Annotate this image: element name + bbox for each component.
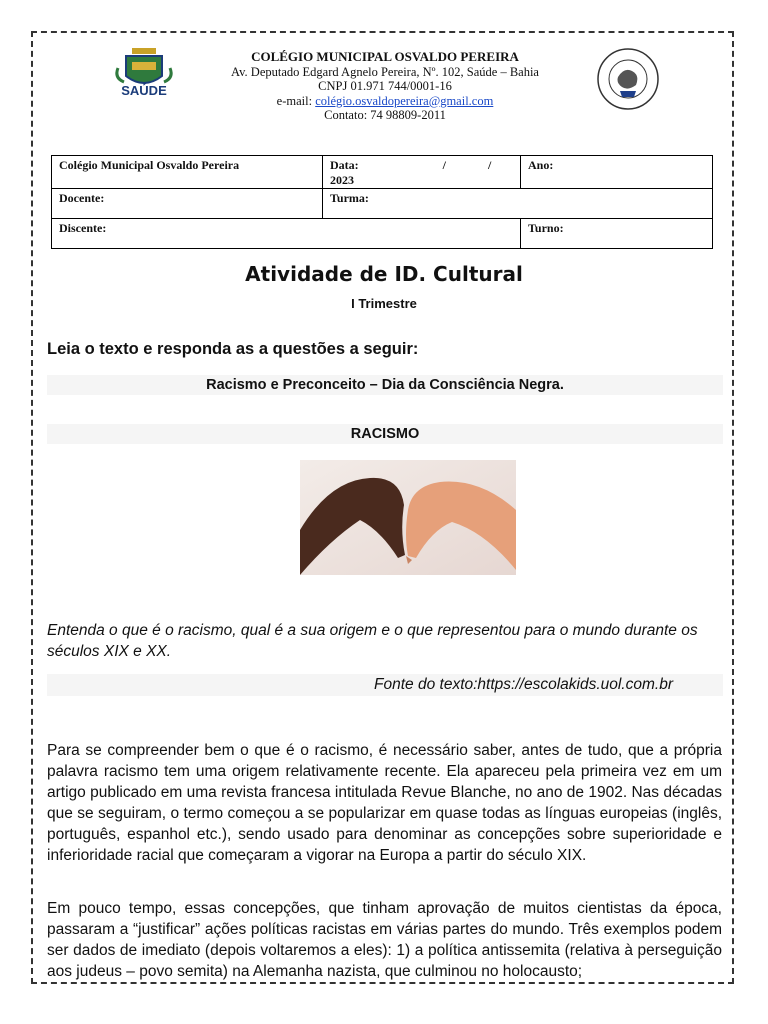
email-link[interactable]: colégio.osvaldopereira@gmail.com — [315, 93, 494, 108]
svg-text:SAÚDE: SAÚDE — [121, 83, 167, 98]
cell-class[interactable]: Turma: — [323, 189, 713, 219]
email-label: e-mail: — [276, 93, 313, 108]
paragraph-2: Em pouco tempo, essas concepções, que tinham aprovação de muitos cientistas da época, passaram a “justificar” ações políticas racistas em várias partes do mundo. Três exemplos podem ser dados de imediato (depois voltaremos a eles): 1) a política antissemita (relativa à perseguição aos judeus – povo semita) na Alemanha nazista, que culminou no holocausto; — [47, 900, 722, 980]
student-info-table — [51, 155, 713, 249]
activity-title: Atividade de ID. Cultural — [245, 262, 523, 286]
date-label: Data: — [330, 158, 359, 172]
date-sep-1: / — [442, 158, 447, 172]
text-title: Racismo e Preconceito – Dia da Consciência Negra. — [47, 375, 723, 395]
date-year: / 2023 — [330, 158, 492, 187]
source-line — [47, 674, 723, 696]
cell-year[interactable]: Ano: — [521, 156, 713, 189]
instruction-text: Leia o texto e responda as a questões a seguir: — [47, 340, 419, 358]
source-text: Fonte do texto:https://escolakids.uol.com.br — [374, 676, 673, 693]
school-header — [150, 50, 620, 123]
school-contact: Contato: 74 98809-2011 — [324, 108, 446, 122]
school-cnpj: CNPJ 01.971 744/0001-16 — [318, 79, 452, 93]
school-address: Av. Deputado Edgard Agnelo Pereira, Nº. 102, Saúde – Bahia — [231, 64, 539, 79]
intro-text: Entenda o que é o racismo, qual é a sua origem e o que representou para o mundo durante os séculos XIX e XX. — [47, 622, 698, 660]
paragraph-1: Para se compreender bem o que é o racismo, é necessário saber, antes de tudo, que a própria palavra racismo tem uma origem relativamente recente. Ela apareceu pela primeira vez em um artigo publicado em uma revista francesa intitulada Revue Blanche, no ano de 1902. Nas décadas que se seguiram, o termo começou a se popularizar em quase todas as línguas europeias (inglês, português, espanhol etc.), sendo usado para denominar as concepções sobre superioridade e inferioridade racial que começaram a vigorar na Europa a partir do século XIX. — [47, 742, 722, 864]
school-name: COLÉGIO MUNICIPAL OSVALDO PEREIRA — [251, 49, 519, 64]
cell-shift[interactable]: Turno: — [521, 219, 713, 249]
cell-teacher[interactable]: Docente: — [52, 189, 323, 219]
cell-date[interactable] — [323, 156, 521, 189]
cell-student[interactable]: Discente: — [52, 219, 521, 249]
trimester-label: I Trimestre — [351, 296, 417, 311]
school-email-line — [150, 94, 620, 109]
cell-school: Colégio Municipal Osvaldo Pereira — [52, 156, 323, 189]
section-title: RACISMO — [47, 424, 723, 444]
heart-hands-photo — [300, 460, 516, 575]
